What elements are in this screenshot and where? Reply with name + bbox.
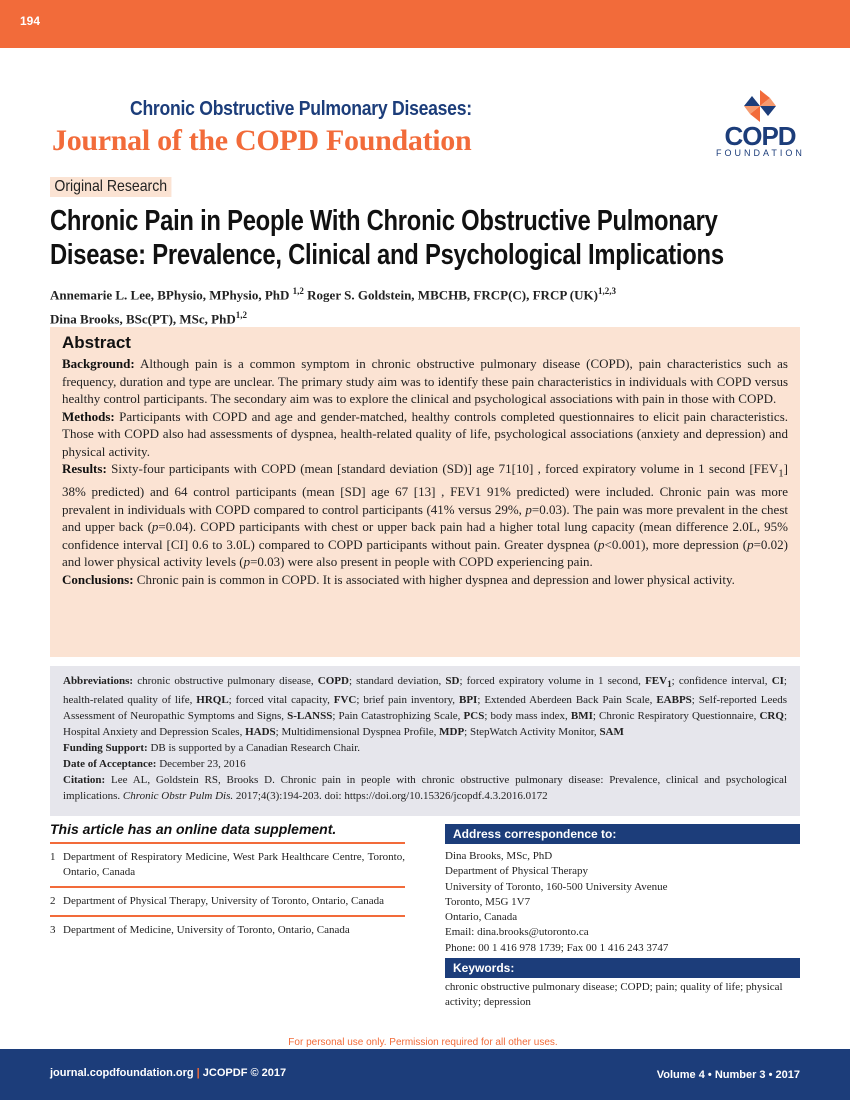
abbreviation-term: body mass index, bbox=[490, 710, 571, 723]
abbreviation-term: chronic obstructive pulmonary disease, bbox=[137, 675, 318, 687]
logo-subtext: FOUNDATION bbox=[716, 148, 805, 158]
keywords-text: chronic obstructive pulmonary disease; COPD; pain; quality of life; physical activity; depression bbox=[445, 981, 783, 1008]
author-affiliation: 1,2 bbox=[235, 310, 247, 321]
abbreviation-code: FVC bbox=[333, 694, 357, 707]
abbreviation-code: BPI bbox=[458, 694, 478, 707]
journal-site-link[interactable]: journal.copdfoundation.org bbox=[50, 1067, 194, 1079]
author-name: Dina Brooks, BSc(PT), MSc, PhD bbox=[50, 311, 236, 327]
abstract-results: Results: Sixty-four participants with COPD (mean [standard deviation (SD)] age 71[10] , forced expiratory volume in 1 second $[FEV_1]$ 38% predicted) and 64 control participants (mean [SD] age 67 [13] , FEV1 91% predicted) were included. Chronic pain was more prevalent in individuals with COPD compared to control participants (41% versus 29%, p=0.03). The pain was more prevalent in the chest and upper back (p=0.04). COPD participants with chest or upper back pain had a higher total lung capacity (mean difference 2.0L, 95% confidence interval [CI] 0.6 to 3.0L) compared to COPD participants without pain. Greater dyspnea (p<0.001), more depression (p=0.02) and lower physical activity levels (p=0.03) were also present in people with COPD experiencing pain. bbox=[62, 461, 788, 570]
affiliations-list bbox=[50, 842, 405, 944]
email-link[interactable]: Email: dina.brooks@utoronto.ca bbox=[445, 926, 589, 939]
abbreviation-term: brief pain inventory, bbox=[363, 694, 459, 707]
abstract-box bbox=[50, 327, 800, 657]
author-name: Annemarie L. Lee, BPhysio, MPhysio, PhD bbox=[50, 287, 290, 303]
article-type-badge: Original Research bbox=[50, 177, 171, 197]
journal-name-line1: Chronic Obstructive Pulmonary Diseases: bbox=[130, 98, 472, 120]
author-list bbox=[50, 281, 790, 330]
abbreviation-code: CI bbox=[771, 675, 784, 687]
journal-name-line2: Journal of the COPD Foundation bbox=[52, 124, 472, 157]
abbreviation-term: StepWatch Activity Monitor, bbox=[469, 726, 600, 739]
author-name: Roger S. Goldstein, MBCHB, FRCP(C), FRCP (UK) bbox=[307, 287, 598, 303]
abbreviation-term: health-related quality of life, bbox=[63, 694, 197, 707]
abbreviation-code: SAM bbox=[599, 726, 624, 739]
abbreviation-code: S-LANSS bbox=[287, 710, 333, 723]
supplement-notice: This article has an online data supplement. bbox=[50, 821, 337, 837]
doi-link[interactable]: 2017;4(3):194-203. doi: https://doi.org/10.15326/jcopdf.4.3.2016.0172 bbox=[235, 790, 548, 803]
citation: Citation: Lee AL, Goldstein RS, Brooks D. Chronic pain in people with chronic obstructive pulmonary disease: Prevalence, clinical and psychological implications. Chronic Obstr Pulm Dis. 2017;4(3):194-203. doi: https://doi.org/10.15326/jcopdf.4.3.2016.0172 bbox=[63, 774, 788, 803]
abbreviation-term: Pain Catastrophizing Scale, bbox=[338, 710, 464, 723]
funding-support: Funding Support: DB is supported by a Canadian Research Chair. bbox=[63, 742, 361, 755]
author-affiliation: 1,2 bbox=[292, 286, 304, 296]
abbreviations-list: Abbreviations: chronic obstructive pulmonary disease, COPD; standard deviation, SD; forced expiratory volume in 1 second, $FEV_1$; confidence interval, CI; health-related quality of life, HRQL; forced vital capacity, FVC; brief pain inventory, BPI; Extended Aberdeen Back Pain Scale, EABPS; Self-reported Leeds Assessment of Neuropathic Symptoms and Signs, S-LANSS; Pain Catastrophizing Scale, PCS; body mass index, BMI; Chronic Respiratory Questionnaire, CRQ; Hospital Anxiety and Depression Scales, HADS; Multidimensional Dyspnea Profile, MDP; StepWatch Activity Monitor, SAM bbox=[63, 675, 787, 739]
abstract-methods: Methods: Participants with COPD and age and gender-matched, healthy controls completed questionnaires to elicit pain characteristics. Those with COPD also had assessments of dyspnea, health-related quality of life, psychological associations (anxiety and depression) and physical activity. bbox=[62, 408, 789, 459]
correspondence-address: Dina Brooks, MSc, PhD Department of Physical Therapy University of Toronto, 160-500 University Avenue Toronto, M5G 1V7 Ontario, Canada Email: dina.brooks@utoronto.ca Phone: 00 1 416 978 1739; Fax 00 1 416 243 3747 bbox=[445, 849, 800, 956]
keywords-heading: Keywords: bbox=[445, 958, 800, 978]
abbreviation-term: Hospital Anxiety and Depression Scales, bbox=[63, 726, 246, 739]
author-affiliation: 1,2,3 bbox=[597, 286, 616, 296]
abbreviation-term: standard deviation, bbox=[356, 675, 446, 687]
affiliation-item: 2 Department of Physical Therapy, University of Toronto, Ontario, Canada bbox=[50, 886, 405, 915]
pinwheel-logo-icon bbox=[742, 88, 778, 124]
abbreviation-code: MDP bbox=[439, 726, 465, 739]
copd-foundation-logo bbox=[716, 88, 804, 162]
abbreviation-term: Extended Aberdeen Back Pain Scale, bbox=[484, 694, 657, 707]
page-number: 194 bbox=[20, 14, 41, 28]
abstract-conclusions: Conclusions: Chronic pain is common in COPD. It is associated with higher dyspnea and depression and lower physical activity. bbox=[62, 571, 735, 587]
correspondence-heading: Address correspondence to: bbox=[445, 824, 800, 844]
abstract-background: Background: Although pain is a common symptom in chronic obstructive pulmonary disease (COPD), pain characteristics such as frequency, duration and type are unclear. The primary study aim was to identify these pain characteristics in individuals with COPD versus healthy control participants. The secondary aim was to explore the clinical and psychological associations with pain in those with COPD. bbox=[62, 356, 788, 406]
footer-left: journal.copdfoundation.org | JCOPDF © 2017 bbox=[50, 1067, 287, 1079]
abbreviations-box bbox=[50, 666, 800, 816]
article-title: Chronic Pain in People With Chronic Obstructive Pulmonary Disease: Prevalence, Clinical and Psychological Implications bbox=[50, 205, 724, 271]
logo-text: COPD bbox=[724, 121, 796, 151]
abbreviation-code: HRQL bbox=[196, 694, 229, 707]
abbreviation-term: forced vital capacity, bbox=[235, 694, 334, 707]
abbreviation-code: PCS bbox=[463, 710, 485, 723]
abbreviation-code: CRQ bbox=[759, 710, 784, 723]
abbreviation-term: confidence interval, bbox=[678, 675, 772, 687]
abbreviation-term: Multidimensional Dyspnea Profile, bbox=[281, 726, 440, 739]
abbreviation-code: $FEV_1$ bbox=[645, 675, 672, 690]
abbreviation-code: HADS bbox=[245, 726, 276, 739]
abbreviation-code: COPD bbox=[317, 675, 349, 687]
abbreviation-code: EABPS bbox=[656, 694, 692, 707]
abbreviation-code: BMI bbox=[570, 710, 593, 723]
affiliation-item: 3 Department of Medicine, University of Toronto, Ontario, Canada bbox=[50, 915, 405, 944]
usage-notice: For personal use only. Permission required for all other uses. bbox=[288, 1037, 558, 1048]
abstract-heading: Abstract bbox=[62, 333, 131, 352]
abbreviation-term: forced expiratory volume in 1 second, bbox=[466, 675, 646, 687]
abbreviation-term: Chronic Respiratory Questionnaire, bbox=[599, 710, 760, 723]
affiliation-item: 1 Department of Respiratory Medicine, West Park Healthcare Centre, Toronto, Ontario, Canada bbox=[50, 842, 405, 886]
abbreviation-code: SD bbox=[445, 675, 460, 687]
abbreviation-term: Self-reported Leeds Assessment of Neuropathic Symptoms and Signs, bbox=[63, 694, 787, 723]
top-banner bbox=[0, 0, 850, 48]
footer-volume: Volume 4 • Number 3 • 2017 bbox=[656, 1069, 800, 1081]
acceptance-date: Date of Acceptance: December 23, 2016 bbox=[63, 758, 246, 771]
